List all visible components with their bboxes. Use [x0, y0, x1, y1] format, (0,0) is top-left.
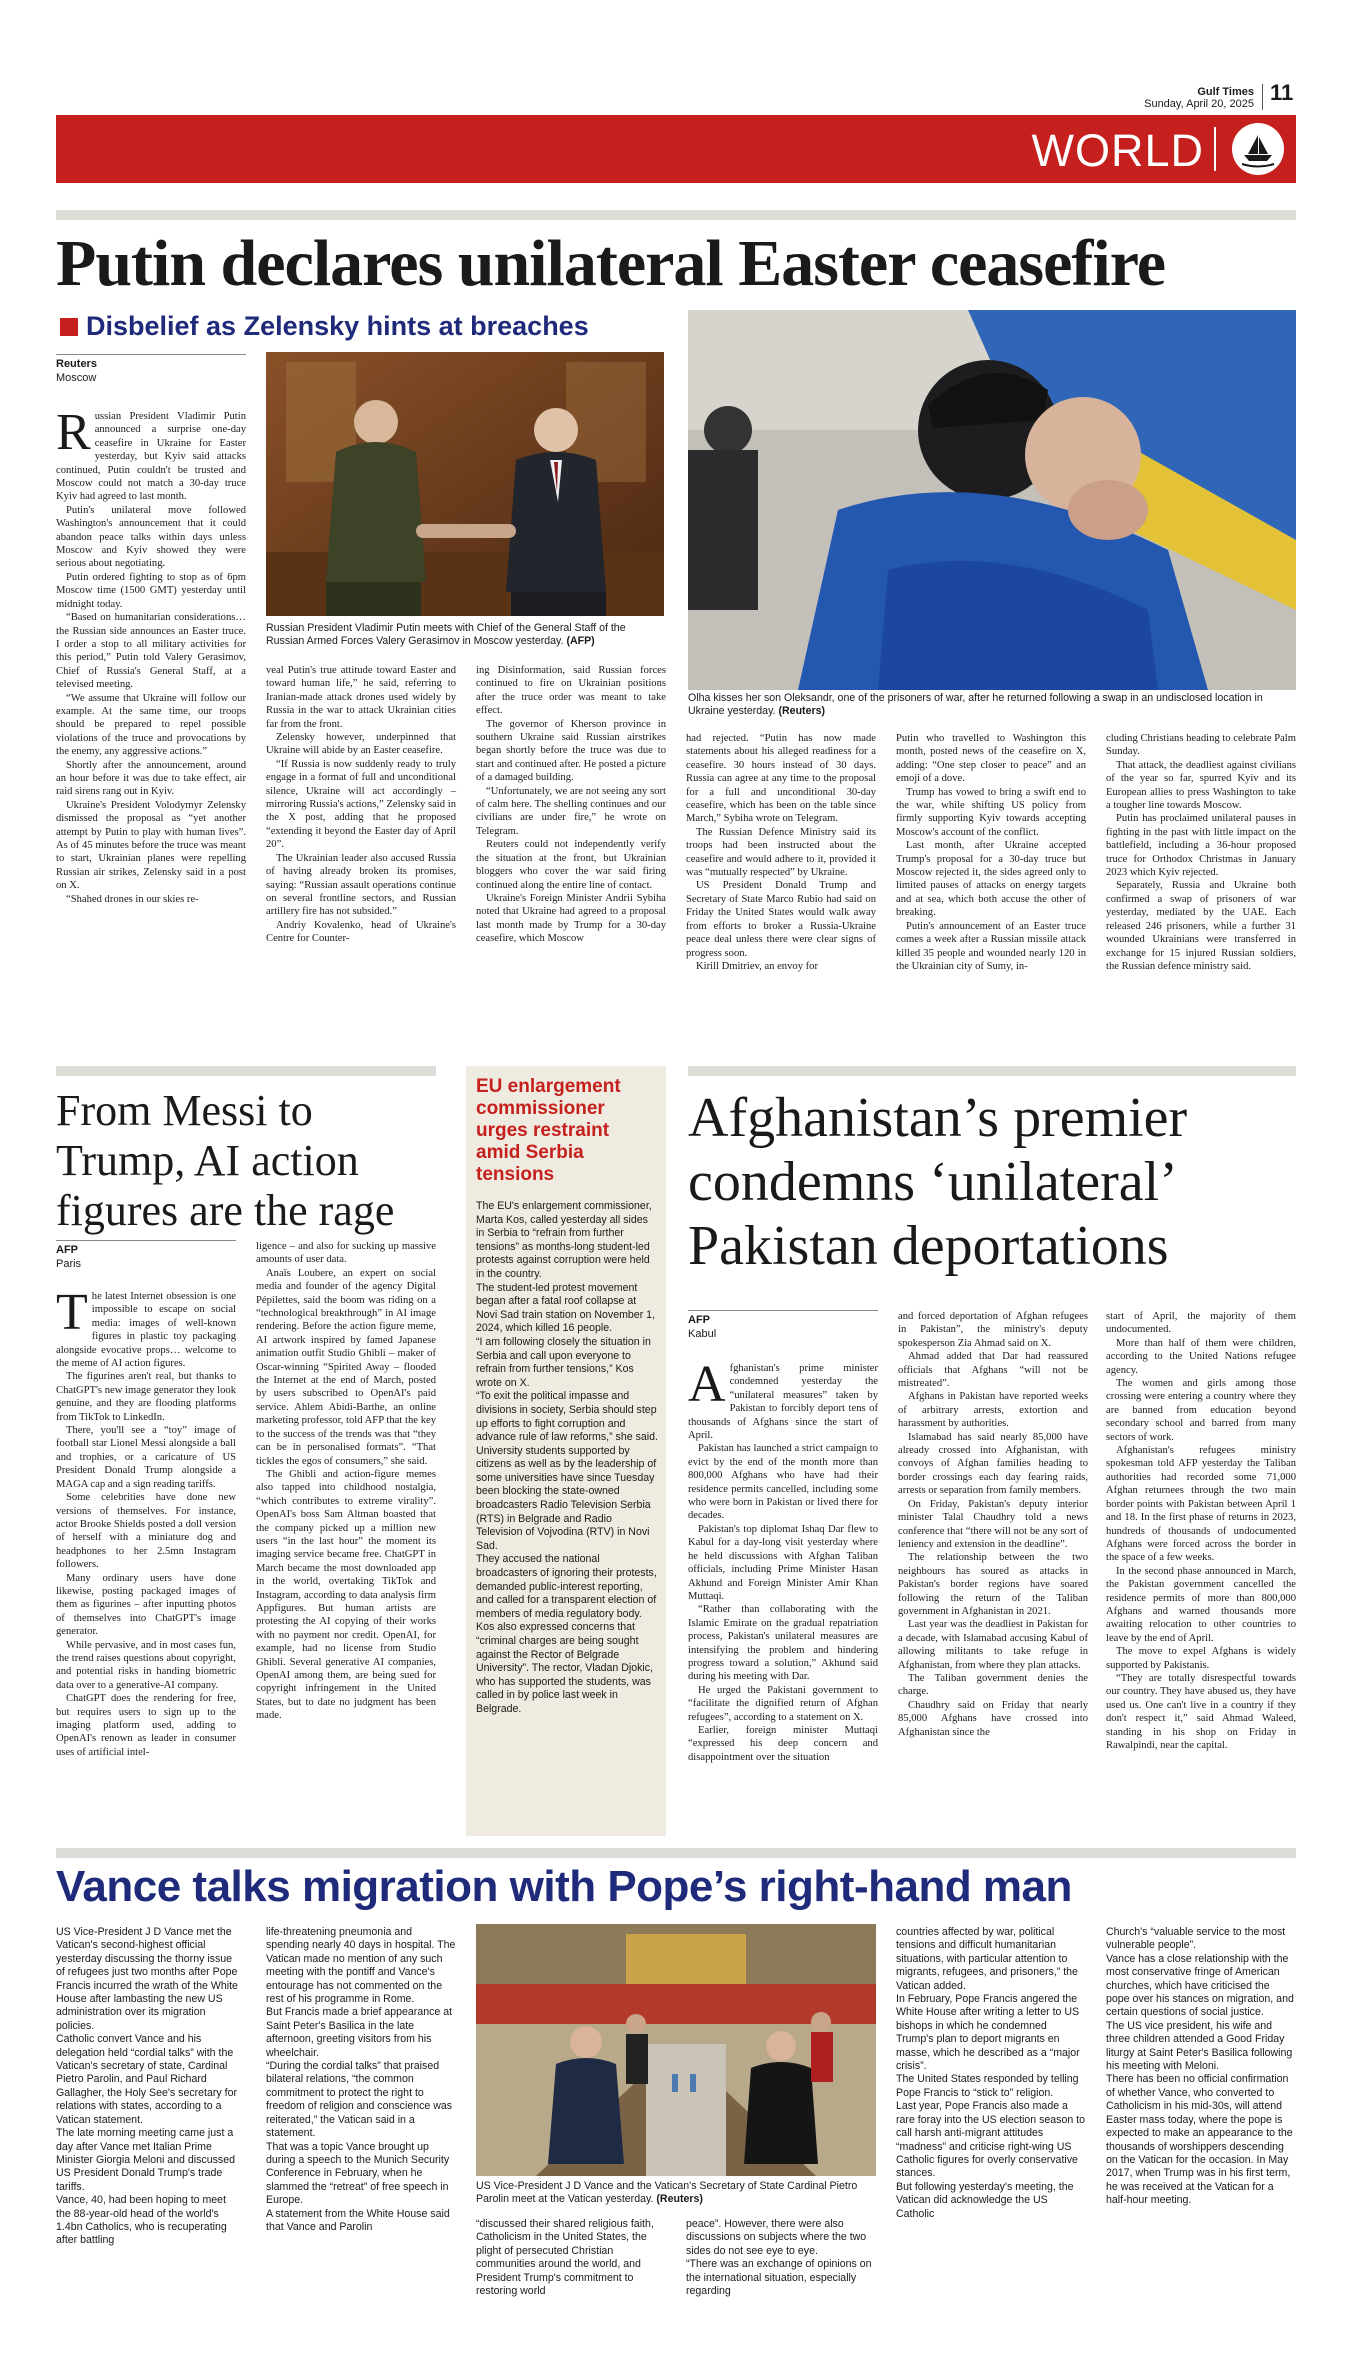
eu-body: [476, 1200, 658, 1717]
afghan-byline-location: Kabul: [688, 1328, 717, 1340]
paragraph: The Ghibli and action-figure memes also tapped into childhood nostalgia, “which contributes to extreme virality”. OpenAI's boss Sam Altman boasted that the company picked up a million new users “in the last hour” the moment its imaging service became free. ChatGPT in March became the most downloaded app in the world, overtaking TikTok and Instagram, according to data analysis firm Appfigures. But human artists are protesting the AI copying of their works with no payment nor credit. OpenAI, for example, had no license from Studio Ghibli. Several generative AI companies, OpenAI among them, are being sued for copyright infringement in the United States, but to date no judgment has been made.: [256, 1468, 436, 1722]
paragraph: On Friday, Pakistan's deputy interior minister Talal Chaudhry told a news conference that “there will not be any sort of leniency and extension in the deadline”.: [898, 1498, 1088, 1550]
vance-photo-caption: [476, 2180, 876, 2206]
paragraph: But Francis made a brief appearance at Saint Peter's Basilica in the late afternoon, greeting visitors from his wheelchair.: [266, 2006, 453, 2059]
paragraph: life-threatening pneumonia and spending nearly 40 days in hospital. The Vatican made no mention of any such meeting with the pontiff and Vance's entourage has not commented on the rest of his programme in Rome.: [266, 1926, 456, 2006]
putin-photo2-caption-text: Olha kisses her son Oleksandr, one of the prisoners of war, after he returned following a swap in an undisclosed location in Ukraine yesterday.: [688, 692, 1263, 717]
paragraph: Putin who travelled to Washington this month, posted news of the ceasefire on X, adding: “One step closer to peace” and an emoji of a dove.: [896, 733, 1086, 785]
putin-column-2: [266, 664, 456, 946]
paragraph: Ukraine's Foreign Minister Andrii Sybiha noted that Ukraine had agreed to a proposal last month made by Trump for a 30-day ceasefire, which Moscow: [476, 892, 666, 945]
paragraph: Ahmad added that Dar had reassured officials that Afghans “will not be mistreated”.: [898, 1351, 1088, 1390]
afghan-intro-text: fghanistan's prime minister condemned yesterday the “unilateral measures” taken by Pakistan to forcibly deport tens of thousands of Afghans since the start of April.: [688, 1363, 878, 1442]
paragraph: ligence – and also for sucking up massive amounts of user data.: [256, 1241, 436, 1266]
messi-headline: From Messi to Trump, AI action figures are the rage: [56, 1086, 395, 1235]
putin-byline-agency: Reuters: [56, 358, 97, 370]
paragraph: Pakistan has launched a strict campaign to evict by the end of the month more than 800,000 Afghans who have had their residence permits cancelled, including some who were born in Pakistan or lived there for decades.: [688, 1443, 878, 1522]
paragraph: He urged the Pakistani government to “facilitate the dignified return of Afghan refugees”, according to a statement on X.: [688, 1684, 878, 1723]
afghan-byline-rule: [688, 1310, 878, 1311]
paragraph: “Shahed drones in our skies re-: [66, 893, 199, 905]
paragraph: cluding Christians heading to celebrate Palm Sunday.: [1106, 733, 1296, 758]
afghan-byline-agency: AFP: [688, 1314, 710, 1326]
paragraph: Putin's announcement of an Easter truce comes a week after a Russian missile attack killed 35 people and wounded nearly 120 in the Ukrainian city of Sumy, in-: [896, 920, 1086, 972]
paragraph: In February, Pope Francis angered the White House after writing a letter to US bishops in which he condemned Trump's plan to deport migrants en masse, which he described as a “major crisis”.: [896, 1993, 1080, 2073]
vance-column-3: [476, 2218, 666, 2298]
subhead-marker: [60, 318, 78, 336]
paragraph: Putin ordered fighting to stop as of 6pm Moscow time (1500 GMT) yesterday until midnight today.: [56, 571, 246, 610]
top-divider: [56, 210, 1296, 220]
paragraph: Anaïs Loubere, an expert on social media and founder of the agency Digital Pépilettes, said the boom was riding on a “technological breakthrough” in AI image rendering. Before the action figure meme, AI artwork inspired by famed Japanese animation outfit Studio Ghibli – maker of Oscar-winning “Spirited Away – flooded the Internet at the end of March, posted by users subscribed to OpenAI's paid service. Ahlem Abidi-Barthe, an online marketing professor, told AFP that the key to the success of the trends was that “they can be in personalised formats”. “That tickles the egos of consumers,” she said.: [256, 1267, 436, 1467]
masthead-divider: [1262, 84, 1263, 110]
putin-headline: Putin declares unilateral Easter ceasefire: [56, 227, 1166, 300]
messi-intro-text: he latest Internet obsession is one impossible to escape on social media: images of well-known figures in plastic toy packaging alongside evocative props… welcome to the meme of AI action figures.: [56, 1291, 236, 1370]
afghan-dropcap: A: [688, 1356, 726, 1413]
putin-gerasimov-photo: [266, 352, 664, 616]
paragraph: Some celebrities have done new versions of themselves. For instance, actor Brooke Shields posted a doll version of herself with a miniature dog and headphones to her 2.5mn Instagram followers.: [56, 1492, 236, 1571]
vance-column-1: [56, 1926, 238, 2248]
putin-column-4: [686, 732, 876, 973]
vance-photo-caption-text: US Vice-President J D Vance and the Vatican's Secretary of State Cardinal Pietro Parolin meet at the Vatican yesterday.: [476, 2180, 858, 2205]
putin-photo1-caption-text: Russian President Vladimir Putin meets with Chief of the General Staff of the Russian Armed Forces Valery Gerasimov in Moscow yesterday.: [266, 622, 626, 647]
eu-headline: EU enlargement commissioner urges restraint amid Serbia tensions: [476, 1076, 621, 1185]
page-number: 11: [1270, 80, 1294, 105]
paragraph: “Based on humanitarian considerations… the Russian side announces an Easter truce. I order a stop to all military activities for this period,” Putin told Valery Gerasimov, Chief of Russia's General Staff, at a televised meeting.: [56, 612, 246, 691]
paragraph: Andriy Kovalenko, head of Ukraine's Centre for Counter-: [266, 919, 456, 945]
afghan-column-1: [688, 1356, 878, 1764]
paragraph: Separately, Russia and Ukraine both confirmed a swap of prisoners of war yesterday, mediated by the UAE. Each released 246 prisoners, while a further 31 wounded Ukrainians were transferred in exchange for 15 injured Russian soldiers, the Russian defence ministry said.: [1106, 880, 1296, 972]
paragraph: The move to expel Afghans is widely supported by Pakistanis.: [1106, 1646, 1296, 1671]
globe-ship-icon: [1232, 123, 1284, 175]
paragraph: Vance has a close relationship with the most conservative fringe of American churches, which have criticised the pope over his stances on migration, and certain questions of social justice.: [1106, 1952, 1294, 2019]
vance-column-4: [686, 2218, 876, 2298]
paragraph: There, you'll see a “toy” image of football star Lionel Messi alongside a ball and trophies, or a caricature of US President Donald Trump alongside a MAGA cap and a sign reading tariffs.: [56, 1425, 236, 1490]
paragraph: US Vice-President J D Vance met the Vatican's second-highest official yesterday discussing the thorny issue of refugees just two months after Pope Francis incurred the wrath of the White House after lambasting the new US administration over its migration policies.: [56, 1926, 238, 2032]
paragraph: A statement from the White House said that Vance and Parolin: [266, 2207, 450, 2233]
putin-dropcap: R: [56, 404, 91, 461]
vance-column-5: [896, 1926, 1086, 2221]
afghan-top-divider: [688, 1066, 1296, 1076]
messi-top-divider: [56, 1066, 436, 1076]
paragraph: countries affected by war, political tensions and difficult humanitarian situations, with particular attention to migrants, refugees, and prisoners,” the Vatican added.: [896, 1926, 1078, 1992]
paragraph: US President Donald Trump and Secretary of State Marco Rubio had said on Friday the United States would walk away from efforts to broker a Russia-Ukraine peace deal unless there were clear signs of progress soon.: [686, 880, 876, 959]
messi-dropcap: T: [56, 1284, 88, 1341]
messi-byline-rule: [56, 1240, 236, 1241]
paragraph: The governor of Kherson province in southern Ukraine said Russian airstrikes began shortly before the truce was due to start and continued after. He posted a picture of a damaged building.: [476, 718, 666, 784]
paragraph: “There was an exchange of opinions on the international situation, especially regarding: [686, 2258, 872, 2298]
afghan-headline: Afghanistan’s premier condemns ‘unilateral’ Pakistan deportations: [688, 1087, 1188, 1277]
vance-column-2: [266, 1926, 456, 2234]
messi-byline-agency: AFP: [56, 1244, 78, 1256]
afghan-column-3: [1106, 1310, 1296, 1752]
putin-column-1: [56, 404, 246, 906]
paragraph: Afghans in Pakistan have reported weeks of arbitrary arrests, extortion and harassment by authorities.: [898, 1391, 1088, 1430]
vance-column-6: [1106, 1926, 1296, 2208]
putin-byline-location: Moscow: [56, 372, 97, 384]
paragraph: Last year, Pope Francis also made a rare foray into the US election season to call harsh anti-migrant attitudes “madness” and criticise right-wing US Catholic figures for overly conservative stances.: [896, 2100, 1086, 2180]
paragraph: The United States responded by telling Pope Francis to “stick to” religion.: [896, 2073, 1079, 2099]
section-title: WORLD: [1031, 125, 1204, 176]
section-banner: [56, 115, 1296, 183]
banner-divider: [1214, 127, 1216, 171]
messi-column-2: [256, 1240, 436, 1723]
putin-gerasimov-illustration: [266, 352, 664, 616]
paragraph: They accused the national broadcasters of ignoring their protests, demanded public-interest reporting, and called for a transparent election of members of media regulatory body. Kos also expressed concerns that “criminal charges are being sought against the Rector of Belgrade University”. The rector, Vladan Djokic, who has supported the students, was called in by police last week in Belgrade.: [476, 1553, 657, 1715]
putin-column-6: [1106, 732, 1296, 973]
publication-name: Gulf Times: [1197, 86, 1254, 98]
paragraph: “Rather than collaborating with the Islamic Emirate on the gradual repatriation process, Pakistan's unilateral measures are intensifying the problem and hindering progress toward a solution,” Akhund said during his meeting with Dar.: [688, 1604, 878, 1683]
paragraph: The figurines aren't real, but thanks to ChatGPT's new image generator they look genuine, and they are flooding platforms from TikTok to LinkedIn.: [56, 1371, 236, 1423]
paragraph: That attack, the deadliest against civilians of the year so far, spurred Kyiv and its European allies to press Washington to take a tougher line towards Moscow.: [1106, 759, 1296, 812]
paragraph: The US vice president, his wife and three children attended a Good Friday liturgy at Saint Peter's Basilica following his meeting with Meloni.: [1106, 2019, 1293, 2073]
paragraph: But following yesterday's meeting, the Vatican did acknowledge the US Catholic: [896, 2180, 1074, 2220]
putin-photo1-credit: (AFP): [566, 635, 595, 647]
paragraph: Church's “valuable service to the most vulnerable people”.: [1106, 1926, 1286, 1952]
paragraph: Catholic convert Vance and his delegation held “cordial talks” with the Vatican's secretary of state, Cardinal Pietro Parolin, and Paul Richard Gallagher, the Holy See's secretary for relations with states, according to a Vatican statement.: [56, 2033, 238, 2126]
paragraph: Shortly after the announcement, around an hour before it was due to take effect, air raid sirens rang out in Kyiv.: [56, 759, 246, 798]
putin-column-5: [896, 732, 1086, 973]
paragraph: The relationship between the two neighbours has soured as attacks in Pakistan's border regions have soared following the return of the Taliban government in Afghanistan in 2021.: [898, 1552, 1088, 1617]
paragraph: veal Putin's true attitude toward Easter and toward human life,” he said, referring to Iranian-made attack drones used widely by Russia in the war to attack Ukrainian cities far from the front.: [266, 665, 456, 730]
paragraph: There has been no official confirmation of whether Vance, who converted to Catholicism in his mid-30s, will attend Easter mass today, where the pope is expected to make an appearance to the thousands of worshippers descending on the Vatican for the occasion. In May 2017, when Trump was in his first term, he was received at the Vatican for a half-hour meeting.: [1106, 2073, 1293, 2207]
paragraph: Islamabad has said nearly 85,000 have already crossed into Afghanistan, with convoys of Afghan families heading to border crossings each day fearing raids, arrests or separation from family members.: [898, 1431, 1088, 1497]
paragraph: Trump has vowed to bring a swift end to the war, while shifting US policy from firmly supporting Kyiv towards accepting Moscow's account of the conflict.: [896, 786, 1086, 838]
vance-parolin-illustration: [476, 1924, 876, 2176]
paragraph: More than half of them were children, according to the United Nations refugee agency.: [1106, 1337, 1296, 1376]
paragraph: Pakistan's top diplomat Ishaq Dar flew to Kabul for a day-long visit yesterday where he held discussions with Afghan Taliban officials, including Prime Minister Hasan Akhund and Foreign Minister Amir Khan Muttaqi.: [688, 1523, 878, 1602]
paragraph: Ukraine's President Volodymyr Zelensky dismissed the proposal as “yet another attempt by Putin to play with human lives”. As of 45 minutes before the truce was meant to start, Ukrainian planes were repelling Russian air strikes, Zelensky said in a post on X.: [56, 799, 246, 892]
paragraph: Zelensky however, underpinned that Ukraine will abide by an Easter ceasefire.: [266, 732, 456, 757]
paragraph: Many ordinary users have done likewise, posting packaged images of them as figurines – after inputting photos of themselves into ChatGPT's image generator.: [56, 1572, 236, 1638]
paragraph: Last year was the deadliest in Pakistan for a decade, with Islamabad accusing Kabul of allowing militants to take refuge in Afghanistan, from where they plan attacks.: [898, 1619, 1088, 1671]
messi-intro-paragraph: [56, 1284, 236, 1370]
paragraph: “To exit the political impasse and divisions in society, Serbia should step up efforts to fight corruption and advance rule of law reforms,” she said.: [476, 1390, 658, 1444]
paragraph: Putin has proclaimed unilateral pauses in fighting in the past with little impact on the battlefield, including a 36-hour proposed truce for Orthodox Christmas in January 2023 which Kyiv rejected.: [1106, 813, 1296, 879]
paragraph: Putin's unilateral move followed Washington's announcement that it could abandon peace talks within days unless Moscow and Kyiv showed they were serious about negotiating.: [56, 504, 246, 570]
paragraph: peace”. However, there were also discussions on subjects where the two sides do not see eye to eye.: [686, 2218, 867, 2257]
paragraph: had rejected. “Putin has now made statements about his alleged readiness for a ceasefire. 30 hours instead of 30 days. Russia can agree at any time to the proposal for a full and unconditional 30-day ceasefire, which has been on the table since March,” Sybiha wrote on Telegram.: [686, 733, 876, 825]
afghan-intro-paragraph: [688, 1356, 878, 1442]
putin-column-3: [476, 664, 666, 946]
paragraph: “discussed their shared religious faith, Catholicism in the United States, the plight of persecuted Christian communities around the world, and President Trump's commitment to restoring world: [476, 2218, 654, 2298]
paragraph: The EU's enlargement commissioner, Marta Kos, called yesterday all sides in Serbia to “refrain from further tensions” as months-long student-led protests against corruption were held in the country.: [476, 1200, 652, 1280]
paragraph: “I am following closely the situation in Serbia and call upon everyone to refrain from further tensions,” Kos wrote on X.: [476, 1335, 651, 1389]
paragraph: “During the cordial talks” that praised bilateral relations, “the common commitment to protect the right to freedom of religion and conscience was reiterated,” the Vatican said in a statement.: [266, 2060, 453, 2140]
paragraph: The Taliban government denies the charge.: [898, 1672, 1088, 1698]
paragraph: Earlier, foreign minister Muttaqi “expressed his deep concern and disappointment over the situation: [688, 1724, 878, 1763]
publication-date: Sunday, April 20, 2025: [1144, 98, 1254, 110]
paragraph: Kirill Dmitriev, an envoy for: [696, 960, 818, 972]
putin-photo2-caption: [688, 692, 1298, 718]
pow-reunion-illustration: [688, 310, 1296, 690]
vance-top-divider: [56, 1848, 1296, 1858]
paragraph: That was a topic Vance brought up during a speech to the Munich Security Conference in February, when he slammed the “retreat” of free speech in Europe.: [266, 2140, 450, 2207]
putin-byline-rule: [56, 354, 246, 355]
paragraph: “We assume that Ukraine will follow our example. At the same time, our troops should be prepared to repel possible violations of the truce and provocations by the enemy, any aggressive actions.”: [56, 692, 246, 758]
paragraph: “They are totally disrespectful towards our country. They have abused us, they have used us. One can't live in a country if they don't respect it,” said Ahmad Waleed, standing in his shop on Friday in Rawalpindi, near the capital.: [1106, 1672, 1296, 1751]
putin-intro-text: ussian President Vladimir Putin announced a surprise one-day ceasefire in Ukraine for Easter yesterday, but Kyiv said attacks continued, Putin couldn't be trusted and Moscow could not match a 30-day truce Kyiv had agreed to last month.: [56, 411, 246, 503]
putin-subhead: Disbelief as Zelensky hints at breaches: [86, 311, 589, 341]
vance-photo-credit: (Reuters): [656, 2193, 703, 2205]
paragraph: ing Disinformation, said Russian forces continued to fire on Ukrainian positions after the truce order was meant to take effect.: [476, 665, 666, 717]
paragraph: University students supported by citizens as well as by the leadership of some universities have since Tuesday been blocking the state-owned broadcasters Radio Television Serbia (RTS) in Belgrade and Radio Television of Vojvodina (RTV) in Novi Sad.: [476, 1444, 657, 1552]
paragraph: Vance, 40, had been hoping to meet the 88-year-old head of the world's 1.4bn Catholics, who is recuperating after battling: [56, 2194, 227, 2247]
messi-column-1: [56, 1284, 236, 1759]
paragraph: Reuters could not independently verify the situation at the front, but Ukrainian bloggers who cover the war said firing continued along the entire line of contact.: [476, 839, 666, 891]
putin-photo2-credit: (Reuters): [778, 705, 826, 717]
paragraph: Afghanistan's refugees ministry spokesman told AFP yesterday the Taliban authorities had recorded some 71,000 Afghan returnees through the two main border points with Pakistan between April 1 and 18. In the first phase of returns in 2023, hundreds of thousands of undocumented Afghans were forced across the border in the space of a few weeks.: [1106, 1445, 1296, 1564]
vance-parolin-photo: [476, 1924, 876, 2176]
paragraph: The Ukrainian leader also accused Russia of having already broken its promises, saying: “Russian assault operations continue on several frontline sectors, and Russian artillery fire has not subsided.”: [266, 852, 456, 918]
putin-intro-paragraph: [56, 404, 246, 504]
paragraph: Chaudhry said on Friday that nearly 85,000 Afghans have crossed into Afghanistan since the: [898, 1699, 1088, 1738]
paragraph: While pervasive, and in most cases fun, the trend raises questions about copyright, and potential risks in handing biometric data over to a generative-AI company.: [56, 1639, 236, 1691]
paragraph: start of April, the majority of them undocumented.: [1106, 1311, 1296, 1336]
paragraph: “Unfortunately, we are not seeing any sort of calm here. The shelling continues and our civilians are under fire,” he wrote on Telegram.: [476, 785, 666, 837]
paragraph: The student-led protest movement began after a fatal roof collapse at Novi Sad train station on November 1, 2024, which killed 16 people.: [476, 1281, 656, 1335]
paragraph: The women and girls among those crossing were entering a country where they are banned from education beyond secondary school and barred from many sectors of work.: [1106, 1378, 1296, 1443]
vance-headline: Vance talks migration with Pope’s right-hand man: [56, 1862, 1072, 1911]
afghan-column-2: [898, 1310, 1088, 1739]
putin-photo1-caption: [266, 622, 666, 648]
messi-byline-location: Paris: [56, 1258, 82, 1270]
pow-reunion-photo: [688, 310, 1296, 690]
paragraph: The Russian Defence Ministry said its troops had been instructed about the ceasefire and would adhere to it, provided it was “mutually respected” by Ukraine.: [686, 826, 876, 879]
paragraph: Last month, after Ukraine accepted Trump's proposal for a 30-day truce but Moscow rejected it, the sides agreed only to limited pauses of attacks on energy targets and at sea, which both accuse the other of breaking.: [896, 840, 1086, 919]
paragraph: and forced deportation of Afghan refugees in Pakistan”, the ministry's deputy spokesperson Zia Ahmad said on X.: [898, 1311, 1088, 1349]
paragraph: “If Russia is now suddenly ready to truly engage in a format of full and unconditional silence, Ukraine will act accordingly – mirroring Russia's actions,” Zelensky said in the X post, adding that he proposed “extending it beyond the Easter day of April 20”.: [266, 758, 456, 851]
paragraph: ChatGPT does the rendering for free, but requires users to sign up to the imaging platform used, adding to OpenAI's renown as leader in consumer uses of artificial intel-: [56, 1693, 236, 1758]
paragraph: The late morning meeting came just a day after Vance met Italian Prime Minister Giorgia Meloni and discussed US President Donald Trump's trade tariffs.: [56, 2127, 235, 2193]
paragraph: In the second phase announced in March, the Pakistan government cancelled the residence permits of more than 800,000 Afghans and warned thousands more awaiting relocation to other countries to leave by the end of April.: [1106, 1565, 1296, 1644]
